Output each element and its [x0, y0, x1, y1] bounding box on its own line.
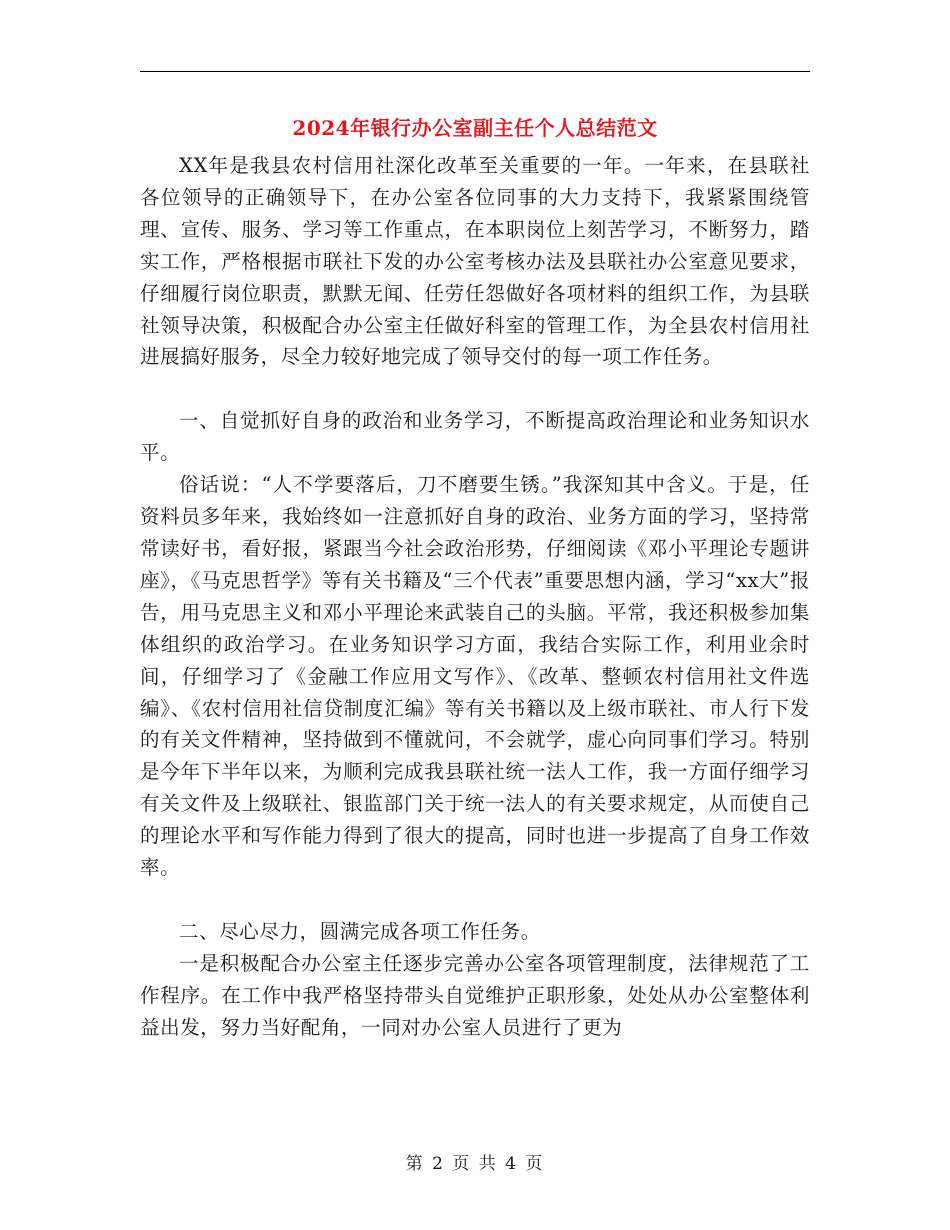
- header-rule: [140, 71, 810, 72]
- paragraph-intro: XX年是我县农村信用社深化改革至关重要的一年。一年来，在县联社各位领导的正确领导下，在办公室各位同事的大力支持下，我紧紧围绕管理、宣传、服务、学习等工作重点，在本职岗位上刻苦学习，不断努力，踏实工作，严格根据市联社下发的办公室考核办法及县联社办公室意见要求，仔细履行岗位职责，默默无闻、任劳任怨做好各项材料的组织工作，为县联社领导决策，积极配合办公室主任做好科室的管理工作，为全县农村信用社进展搞好服务，尽全力较好地完成了领导交付的每一项工作任务。: [140, 154, 810, 369]
- page-number: 第 2 页 共 4 页: [405, 1154, 545, 1174]
- section-heading-2: 二、尽心尽力，圆满完成各项工作任务。: [179, 919, 541, 943]
- paragraph-work: 一是积极配合办公室主任逐步完善办公室各项管理制度，法律规范了工作程序。在工作中我严格坚持带头自觉维护正职形象，处处从办公室整体利益出发，努力当好配角，一同对办公室人员进行了更为: [140, 951, 810, 1039]
- paragraph-spacer: [140, 373, 810, 405]
- section-heading-1: 一、自觉抓好自身的政治和业务学习，不断提高政治理论和业务知识水平。: [140, 409, 810, 465]
- paragraph-study: 俗话说：“人不学要落后，刀不磨要生锈。”我深知其中含义。于是，任资料员多年来，我始终如一注意抓好自身的政治、业务方面的学习，坚持常常读好书，看好报，紧跟当今社会政治形势，仔细阅读《邓小平理论专题讲座》，《马克思哲学》等有关书籍及“三个代表”重要思想内涵，学习“xx大”报告，用马克思主义和邓小平理论来武装自己的头脑。平常，我还积极参加集体组织的政治学习。在业务知识学习方面，我结合实际工作，利用业余时间，仔细学习了《金融工作应用文写作》、《改革、整顿农村信用社文件选编》、《农村信用社信贷制度汇编》等有关书籍以及上级市联社、市人行下发的有关文件精神，坚持做到不懂就问，不会就学，虚心向同事们学习。特别是今年下半年以来，为顺利完成我县联社统一法人工作，我一方面仔细学习有关文件及上级联社、银监部门关于统一法人的有关要求规定，从而使自己的理论水平和写作能力得到了很大的提高，同时也进一步提高了自身工作效率。: [140, 473, 810, 880]
- paragraph-spacer: [140, 884, 810, 916]
- document-body: [140, 150, 810, 1044]
- document-title: 2024年银行办公室副主任个人总结范文: [292, 116, 658, 140]
